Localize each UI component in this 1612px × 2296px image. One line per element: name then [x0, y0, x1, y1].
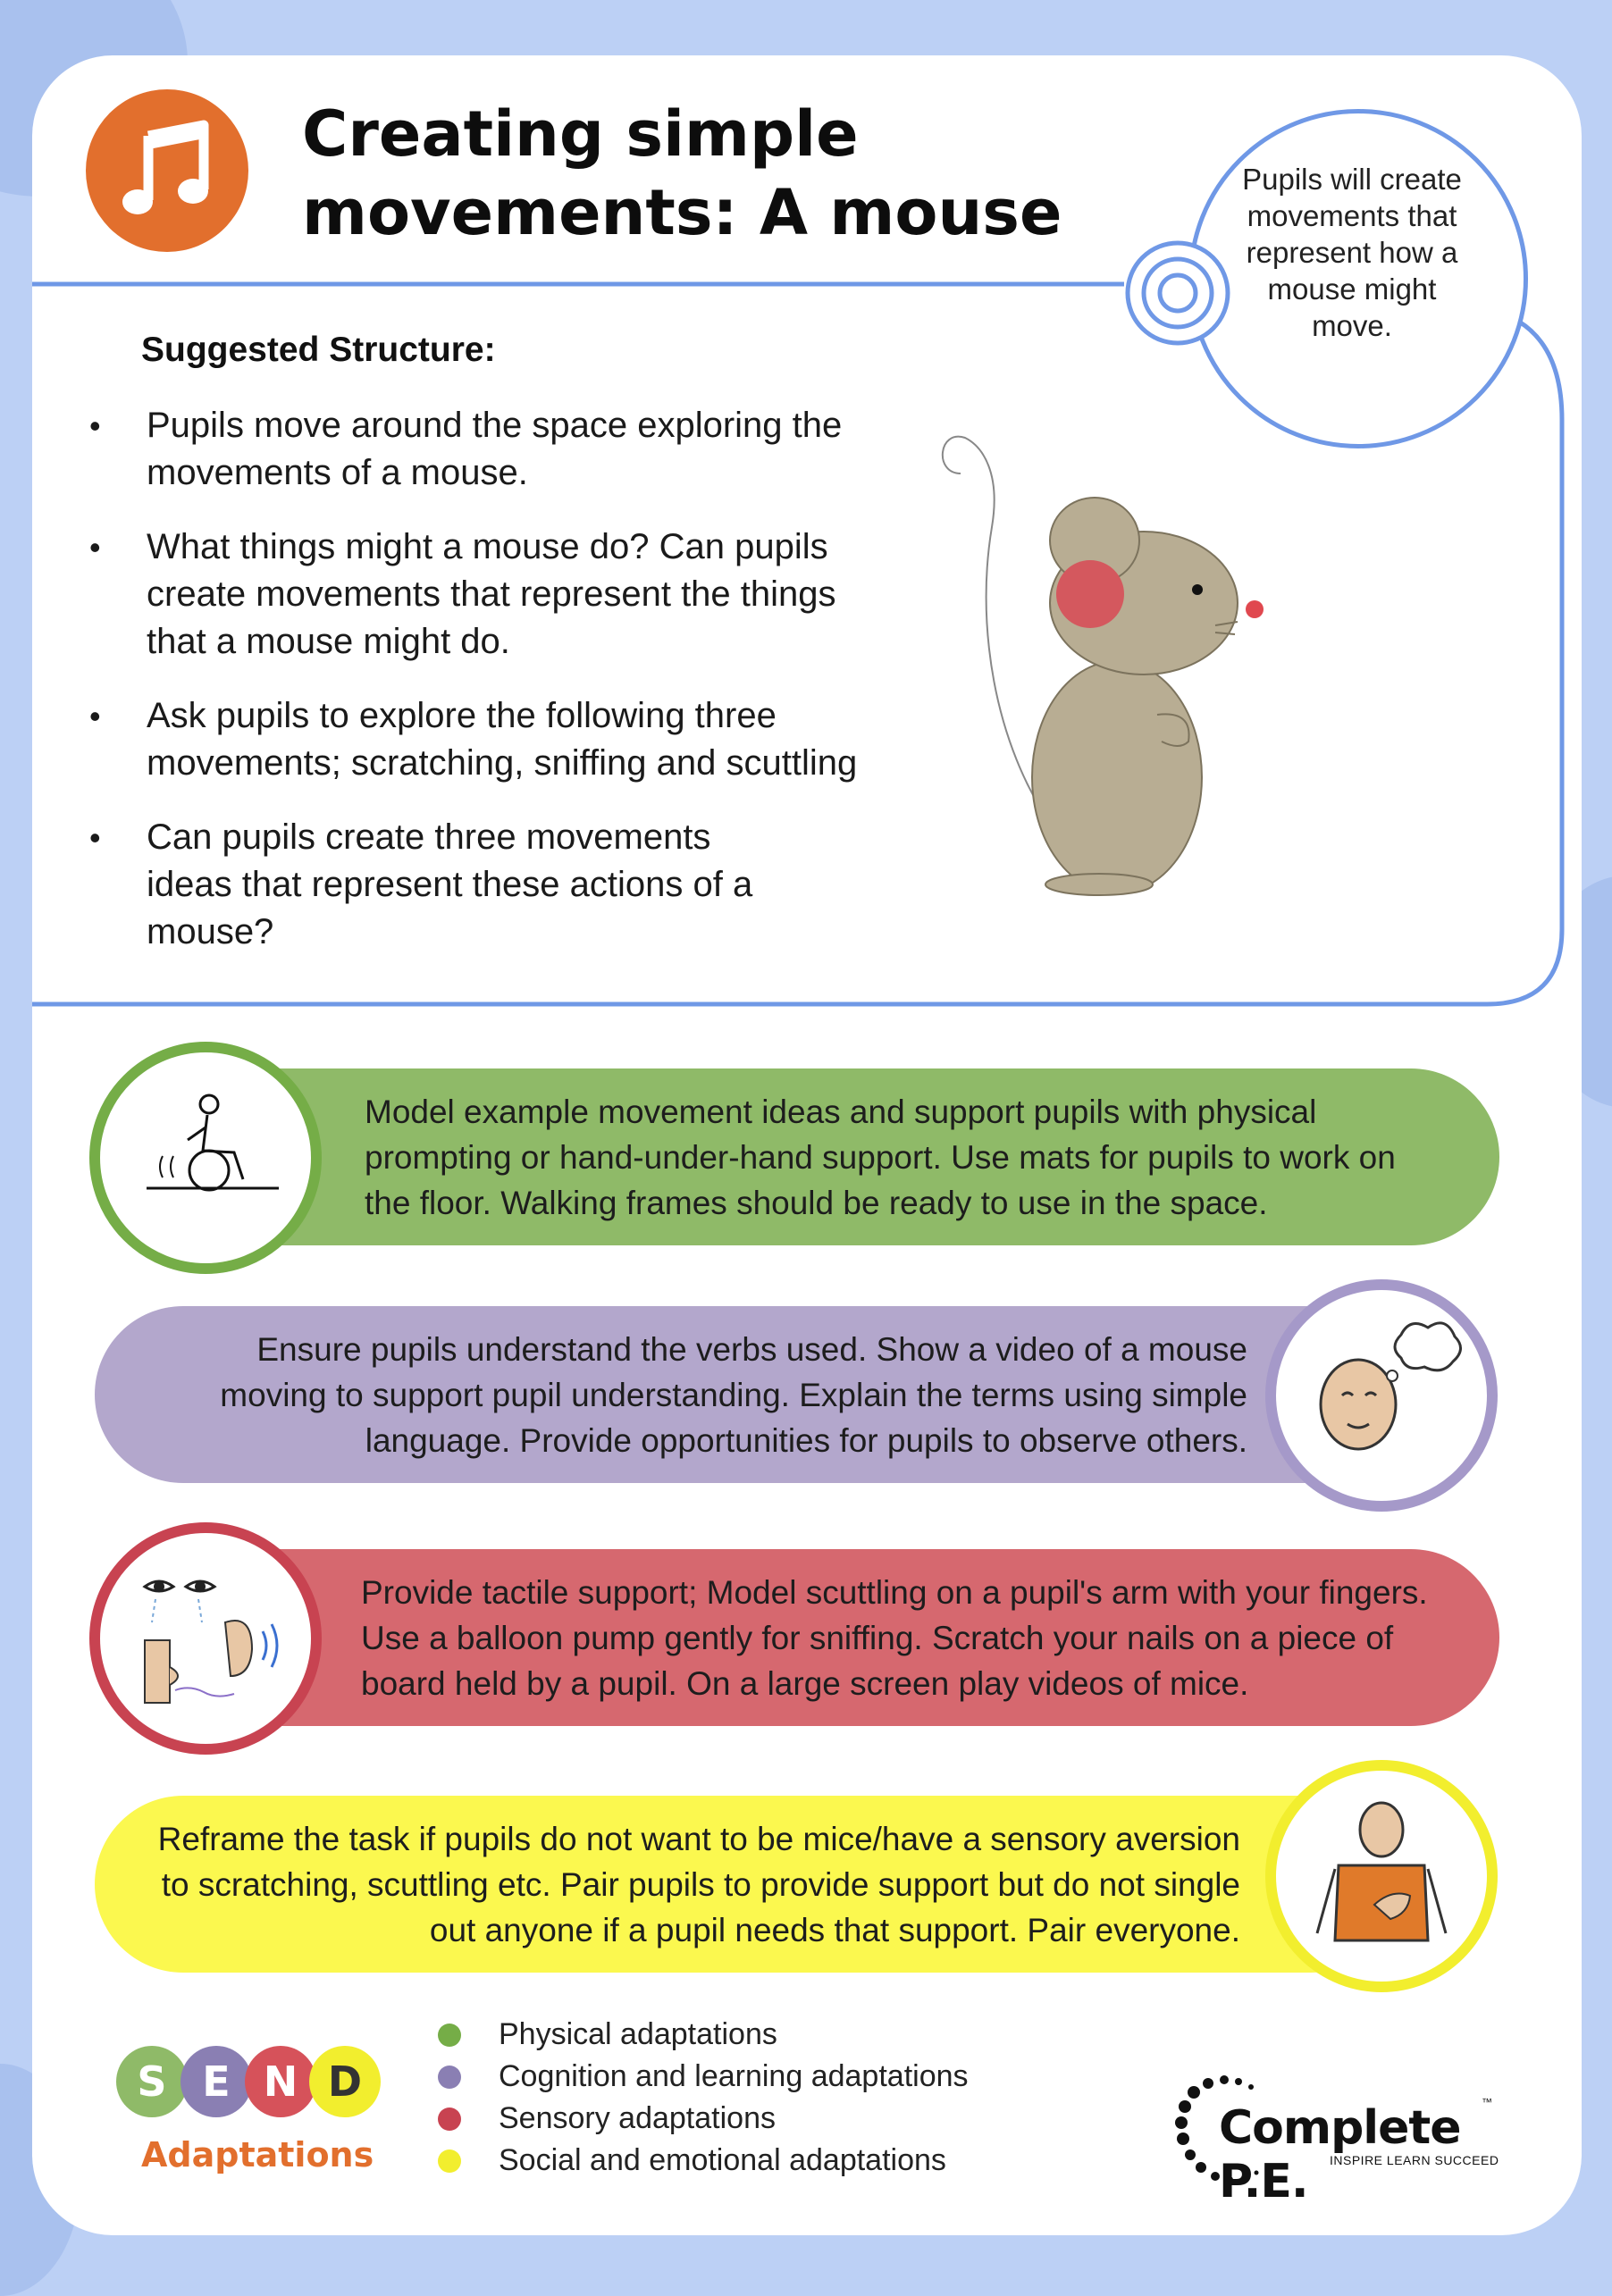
section-heading: Suggested Structure:: [141, 331, 496, 369]
legend-label: Cognition and learning adaptations: [499, 2059, 969, 2093]
cognition-adaptation-text: Ensure pupils understand the verbs used. Show a video of a mouse moving to support pupil understanding. Explain the terms using simple language. Provide opportunities for pupils to observe others.: [220, 1330, 1247, 1459]
legend-dot-sensory: [438, 2107, 461, 2131]
legend-item: [438, 2014, 969, 2056]
sensory-adaptation-panel: [152, 1549, 1499, 1726]
thinking-face-icon: [1276, 1290, 1487, 1501]
music-note-icon: [86, 89, 248, 252]
wheelchair-icon: [100, 1052, 311, 1263]
legend-item: [438, 2098, 969, 2140]
legend-dot-cognition: [438, 2066, 461, 2089]
complete-pe-logo: [1171, 2069, 1510, 2208]
send-letter-d: D: [309, 2046, 381, 2117]
send-letter-e: E: [181, 2046, 252, 2117]
adaptation-legend: [438, 2014, 969, 2182]
send-adaptations-logo: [116, 2046, 402, 2189]
brand-trademark: ™: [1482, 2096, 1492, 2108]
list-item: • Can pupils create three movements ideas that represent these actions of a mouse?: [89, 814, 772, 956]
list-item: • What things might a mouse do? Can pupils create movements that represent the things that a mouse might do.: [89, 524, 852, 666]
legend-label: Social and emotional adaptations: [499, 2143, 946, 2177]
physical-adaptation-text: Model example movement ideas and support pupils with physical prompting or hand-under-hand support. Use mats for pupils to work on the floor. Walking frames should be ready to use in the space.: [365, 1093, 1396, 1221]
legend-item: [438, 2056, 969, 2098]
legend-label: Physical adaptations: [499, 2017, 777, 2051]
send-caption: Adaptations: [141, 2135, 374, 2174]
physical-icon-ring: [89, 1042, 322, 1274]
brand-tagline: INSPIRE LEARN SUCCEED: [1330, 2153, 1499, 2167]
title-line-2: movements: A mouse: [302, 176, 1062, 249]
physical-adaptation-panel: [152, 1068, 1499, 1245]
social-adaptation-text: Reframe the task if pupils do not want to be mice/have a sensory aversion to scratching, scuttling etc. Pair pupils to provide support but do not single out anyone if a pupil needs that support. Pair everyone.: [157, 1820, 1240, 1948]
legend-dot-social: [438, 2149, 461, 2173]
title-line-1: Creating simple: [302, 97, 859, 171]
list-item: • Pupils move around the space exploring the movements of a mouse.: [89, 402, 852, 497]
social-icon-ring: [1265, 1760, 1498, 1992]
send-letter-s: S: [116, 2046, 188, 2117]
legend-item: [438, 2140, 969, 2182]
mouse-illustration: [929, 420, 1269, 902]
send-letter-n: N: [245, 2046, 316, 2117]
music-badge: [86, 89, 248, 252]
social-adaptation-panel: [95, 1796, 1399, 1973]
person-hand-on-chest-icon: [1276, 1771, 1487, 1982]
list-item: • Ask pupils to explore the following three movements; scratching, sniffing and scuttling: [89, 692, 903, 787]
structure-list: [89, 402, 894, 983]
cognition-adaptation-panel: [95, 1306, 1399, 1483]
senses-icon: [100, 1533, 311, 1744]
legend-dot-physical: [438, 2024, 461, 2047]
page-title: [302, 95, 1106, 252]
sensory-adaptation-text: Provide tactile support; Model scuttling on a pupil's arm with your fingers. Use a balloon pump gently for sniffing. Scratch your nails on a piece of board held by a pupil. On a large screen play videos of mice.: [361, 1573, 1428, 1702]
legend-label: Sensory adaptations: [499, 2101, 776, 2135]
target-icon: [1124, 239, 1231, 347]
cognition-icon-ring: [1265, 1279, 1498, 1512]
learning-objective: Pupils will create movements that represent how a mouse might move.: [1242, 163, 1462, 342]
sensory-icon-ring: [89, 1522, 322, 1755]
brand-name: Complete P.E.: [1219, 2101, 1461, 2208]
